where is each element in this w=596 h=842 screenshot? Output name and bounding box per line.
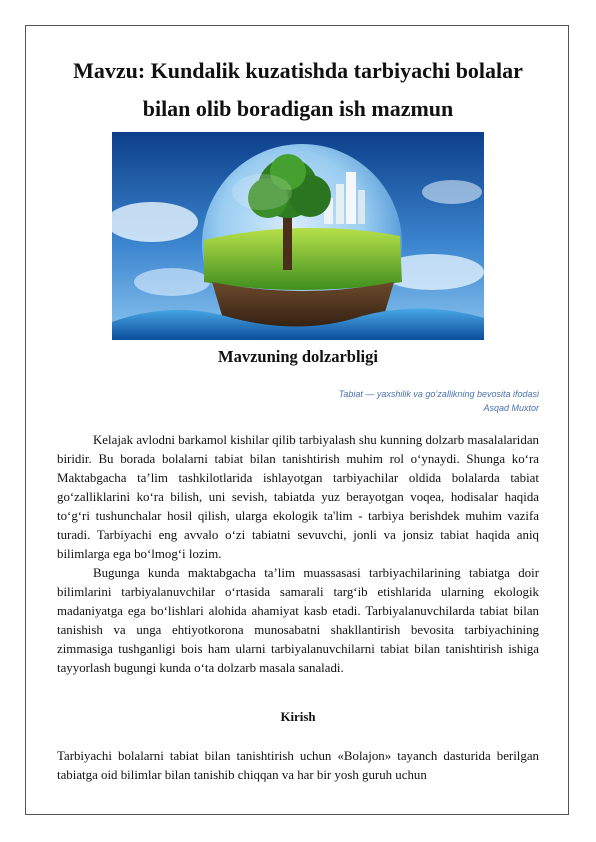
subheading: Mavzuning dolzarbligi: [218, 347, 378, 366]
title-line-2: bilan olib boradigan ish mazmun: [142, 96, 454, 121]
epigraph-author: Asqad Muxtor: [483, 403, 539, 413]
epigraph: [339, 387, 539, 415]
body-paragraph: Kelajak avlodni barkamol kishilar qilib tarbiyalash shu kunning dolzarb masalalaridan biridir. Bu borada bolalarni tabiat bilan tanishtirish muhim rol o‘ynaydi. Shunga ko‘ra Maktabgacha ta’lim tashkilotlarida ishlayotgan tarbiyachilar oldida bolalarda tabiat go‘zalliklarini ko‘ra bilish, uni sevish, tabiatda yuz berayotgan voqea, hodisalar haqida to‘g‘ri tushunchalar hosil qilish, ularga ekologik ta'lim - tarbiya berishdek muhim vazifa turadi. Tarbiyachi eng avvalo o‘zi tabiatni sevuvchi, jonli va jonsiz tabiat haqida aniq bilimlarga ega bo‘lmog‘i lozim.: [57, 433, 539, 561]
epigraph-quote: Tabiat — yaxshilik va go’zallikning bevosita ifodasi: [338, 389, 539, 399]
section-paragraph: Tarbiyachi bolalarni tabiat bilan tanishtirish uchun «Bolajon» tayanch dasturida berilgan tabiatga oid bilimlar bilan tanishib chiqqan va har bir yosh guruh uchun: [57, 749, 539, 782]
section-heading: Kirish: [280, 710, 316, 724]
title-line-1: Mavzu: Kundalik kuzatishda tarbiyachi bolalar: [73, 58, 523, 83]
earth-globe-tree-icon: [112, 132, 484, 340]
body-paragraph: Bugunga kunda maktabgacha ta’lim muassasasi tarbiyachilarining tabiatga doir bilimlarini tarbiyalanuvchilar o‘rtasida samarali targ‘ib etishlarida ularning ekologik madaniyatga ega bo‘lishlari alohida ahamiyat kasb etadi. Tarbiyalanuvchilarda tabiat bilan tanishish va unga ehtiyotkorona munosabatni shakllantirish bevosita tarbiyachining zimmasiga tushganligi bois ham ularni tarbiyalanuvchilarni tabiat bilan tanishtirish ishiga tayyorlash bugungi kunda o‘ta dolzarb masala sanaladi.: [57, 566, 539, 675]
document-title: [40, 52, 556, 128]
